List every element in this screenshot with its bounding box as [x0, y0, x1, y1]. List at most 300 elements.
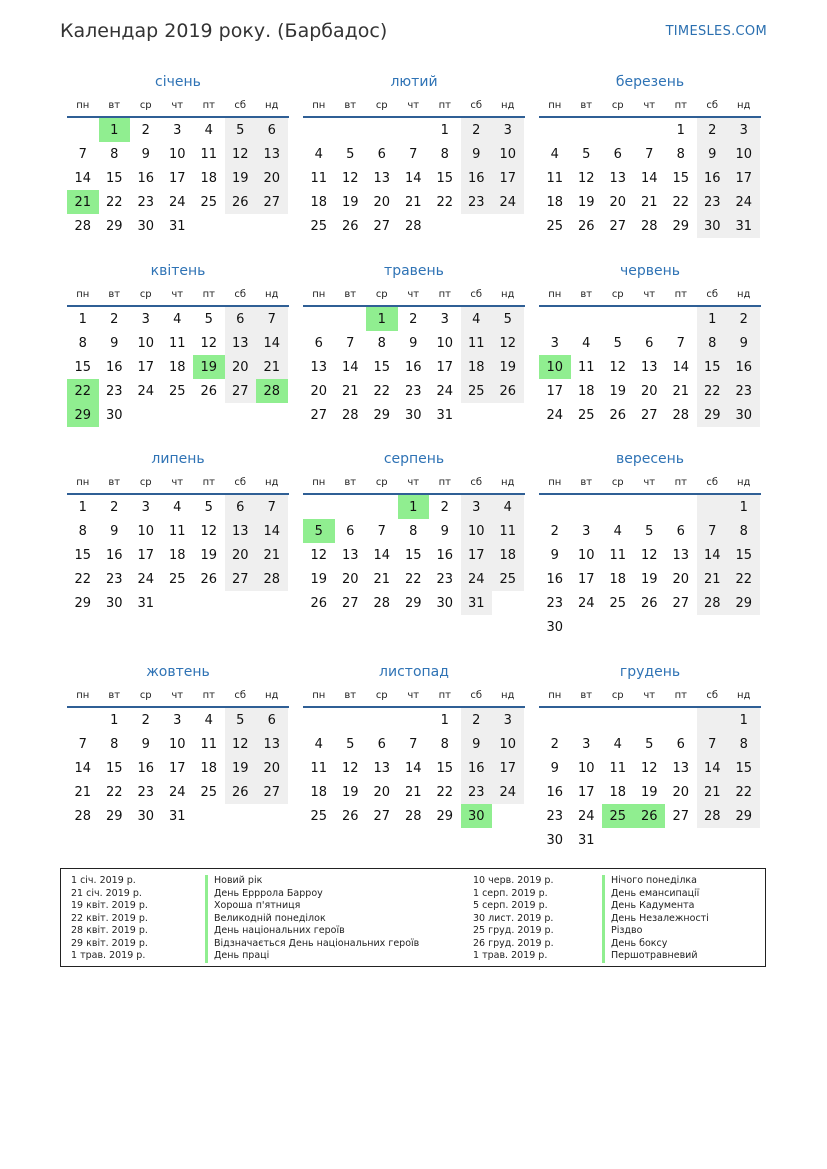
- day-cell: 1: [440, 712, 449, 728]
- day-cell: 21: [672, 383, 690, 399]
- weekday-label: пн: [76, 476, 90, 488]
- day-cell: 17: [577, 571, 595, 587]
- day-cell: 27: [609, 218, 627, 234]
- legend-date: 29 квіт. 2019 р.: [71, 937, 148, 949]
- day-cell: 10: [539, 355, 571, 379]
- empty-cell: [665, 708, 697, 732]
- weekday-label: чт: [643, 689, 656, 701]
- day-cell: 2: [697, 118, 729, 142]
- empty-cell: [67, 708, 99, 732]
- day-cell: 2: [110, 499, 119, 515]
- day-cell: 5: [303, 519, 335, 543]
- day-grid: [67, 118, 289, 238]
- weekday-label: нд: [737, 99, 751, 111]
- day-cell: 18: [577, 383, 595, 399]
- day-cell: 20: [256, 166, 288, 190]
- weekday-label: ср: [139, 288, 152, 300]
- day-cell: 31: [461, 591, 493, 615]
- day-cell: 27: [672, 808, 690, 824]
- day-cell: 11: [200, 736, 218, 752]
- legend-holiday-name: День емансипації: [602, 888, 709, 901]
- day-cell: 8: [440, 736, 449, 752]
- legend-date: 26 груд. 2019 р.: [473, 937, 554, 949]
- weekday-label: чт: [407, 476, 420, 488]
- day-cell: 20: [256, 756, 288, 780]
- weekday-label: пт: [674, 99, 687, 111]
- day-cell: 24: [137, 383, 155, 399]
- day-cell: 24: [461, 567, 493, 591]
- legend-holiday-name: День Кадумента: [602, 900, 709, 913]
- weekday-label: чт: [171, 476, 184, 488]
- day-cell: 13: [609, 170, 627, 186]
- empty-cell: [492, 214, 524, 238]
- day-cell: 17: [577, 784, 595, 800]
- empty-cell: [366, 495, 398, 519]
- day-cell: 25: [168, 571, 186, 587]
- weekday-label: вт: [344, 476, 357, 488]
- month-block: [67, 261, 289, 427]
- day-cell: 7: [377, 523, 386, 539]
- day-cell: 26: [200, 383, 218, 399]
- weekday-label: вт: [344, 288, 357, 300]
- weekday-label: пн: [548, 288, 562, 300]
- day-cell: 30: [436, 595, 454, 611]
- month-block: [539, 72, 761, 238]
- day-cell: 14: [697, 756, 729, 780]
- weekday-label: пн: [76, 99, 90, 111]
- day-cell: 21: [404, 784, 422, 800]
- weekday-label: пт: [674, 476, 687, 488]
- day-cell: 3: [550, 335, 559, 351]
- day-cell: 11: [168, 523, 186, 539]
- day-cell: 3: [440, 311, 449, 327]
- empty-cell: [256, 214, 288, 238]
- day-cell: 1: [697, 307, 729, 331]
- day-cell: 12: [577, 170, 595, 186]
- day-cell: 8: [377, 335, 386, 351]
- empty-cell: [225, 591, 257, 615]
- day-cell: 4: [613, 736, 622, 752]
- day-cell: 2: [550, 523, 559, 539]
- legend-holiday-name: Різдво: [602, 925, 709, 938]
- day-cell: 31: [168, 808, 186, 824]
- day-cell: 28: [256, 567, 288, 591]
- day-cell: 14: [373, 547, 391, 563]
- day-cell: 17: [137, 547, 155, 563]
- day-cell: 2: [728, 307, 760, 331]
- day-cell: 26: [634, 804, 666, 828]
- day-cell: 13: [225, 331, 257, 355]
- empty-cell: [571, 118, 603, 142]
- legend-date: 25 груд. 2019 р.: [473, 925, 554, 936]
- day-cell: 21: [341, 383, 359, 399]
- day-cell: 2: [110, 311, 119, 327]
- legend-date: 30 лист. 2019 р.: [473, 912, 554, 924]
- legend-left-names: [205, 875, 419, 963]
- day-cell: 3: [728, 118, 760, 142]
- legend-date: 22 квіт. 2019 р.: [71, 912, 148, 924]
- day-cell: 25: [461, 379, 493, 403]
- day-cell: 1: [78, 499, 87, 515]
- weekday-label: чт: [643, 99, 656, 111]
- empty-cell: [571, 495, 603, 519]
- day-cell: 21: [67, 190, 99, 214]
- day-cell: 3: [173, 122, 182, 138]
- day-cell: 6: [377, 146, 386, 162]
- legend-holiday-name: День праці: [205, 950, 419, 963]
- day-cell: 5: [225, 118, 257, 142]
- empty-cell: [492, 804, 524, 828]
- day-cell: 16: [137, 760, 155, 776]
- day-cell: 26: [577, 218, 595, 234]
- empty-cell: [398, 118, 430, 142]
- day-cell: 13: [225, 519, 257, 543]
- empty-cell: [602, 118, 634, 142]
- day-cell: 10: [168, 736, 186, 752]
- day-cell: 10: [137, 523, 155, 539]
- day-cell: 4: [314, 736, 323, 752]
- day-cell: 31: [137, 595, 155, 611]
- day-cell: 16: [546, 784, 564, 800]
- day-cell: 16: [137, 170, 155, 186]
- day-cell: 17: [728, 166, 760, 190]
- day-cell: 19: [225, 756, 257, 780]
- weekday-label: нд: [501, 288, 515, 300]
- legend-holiday-name: Відзначається День національних героїв: [205, 938, 419, 951]
- day-cell: 25: [602, 804, 634, 828]
- day-cell: 24: [168, 194, 186, 210]
- day-cell: 7: [645, 146, 654, 162]
- weekday-label: нд: [265, 288, 279, 300]
- day-cell: 26: [640, 595, 658, 611]
- day-cell: 13: [373, 760, 391, 776]
- empty-cell: [665, 495, 697, 519]
- empty-cell: [602, 307, 634, 331]
- weekday-label: нд: [501, 476, 515, 488]
- month-name: вересень: [615, 451, 685, 467]
- day-cell: 1: [366, 307, 398, 331]
- empty-cell: [728, 828, 760, 852]
- weekday-label: ср: [375, 689, 388, 701]
- day-cell: 22: [728, 567, 760, 591]
- weekday-label: пн: [548, 99, 562, 111]
- weekday-label: пн: [312, 689, 326, 701]
- legend-holiday-name: Новий рік: [205, 875, 419, 888]
- day-cell: 27: [256, 780, 288, 804]
- empty-cell: [665, 307, 697, 331]
- month-name: червень: [619, 263, 681, 279]
- day-cell: 25: [310, 808, 328, 824]
- day-cell: 25: [577, 407, 595, 423]
- weekday-header: [67, 471, 289, 495]
- day-cell: 14: [404, 760, 422, 776]
- weekday-header: [539, 684, 761, 708]
- day-cell: 15: [105, 760, 123, 776]
- day-cell: 7: [78, 146, 87, 162]
- empty-cell: [697, 828, 729, 852]
- month-name: травень: [384, 263, 444, 279]
- empty-cell: [335, 118, 367, 142]
- empty-cell: [335, 708, 367, 732]
- day-grid: [539, 495, 761, 639]
- day-cell: 21: [256, 543, 288, 567]
- day-cell: 17: [492, 166, 524, 190]
- holiday-legend: [60, 868, 766, 967]
- day-cell: 22: [74, 571, 92, 587]
- day-grid: [303, 708, 525, 828]
- day-cell: 30: [105, 407, 123, 423]
- day-cell: 22: [373, 383, 391, 399]
- day-cell: 22: [728, 780, 760, 804]
- weekday-label: пт: [202, 689, 215, 701]
- day-cell: 2: [409, 311, 418, 327]
- weekday-label: нд: [501, 689, 515, 701]
- day-cell: 19: [193, 355, 225, 379]
- legend-holiday-name: День національних героїв: [205, 925, 419, 938]
- day-cell: 12: [225, 732, 257, 756]
- day-cell: 29: [404, 595, 422, 611]
- weekday-label: сб: [706, 288, 719, 300]
- day-cell: 8: [110, 146, 119, 162]
- day-cell: 9: [440, 523, 449, 539]
- day-cell: 10: [436, 335, 454, 351]
- day-cell: 21: [697, 780, 729, 804]
- day-cell: 21: [697, 567, 729, 591]
- day-cell: 22: [105, 194, 123, 210]
- day-cell: 9: [141, 146, 150, 162]
- weekday-header: [539, 471, 761, 495]
- weekday-label: нд: [265, 99, 279, 111]
- day-cell: 13: [341, 547, 359, 563]
- day-cell: 5: [613, 335, 622, 351]
- empty-cell: [571, 708, 603, 732]
- day-cell: 14: [697, 543, 729, 567]
- day-cell: 3: [141, 311, 150, 327]
- day-cell: 12: [492, 331, 524, 355]
- weekday-label: пн: [312, 288, 326, 300]
- day-cell: 12: [640, 760, 658, 776]
- empty-cell: [162, 591, 194, 615]
- weekday-label: нд: [501, 99, 515, 111]
- weekday-label: вт: [108, 288, 121, 300]
- day-cell: 19: [341, 194, 359, 210]
- day-cell: 24: [137, 571, 155, 587]
- empty-cell: [634, 495, 666, 519]
- weekday-label: пн: [312, 476, 326, 488]
- day-cell: 21: [373, 571, 391, 587]
- month-block: [67, 449, 289, 615]
- day-cell: 16: [728, 355, 760, 379]
- day-cell: 7: [409, 146, 418, 162]
- empty-cell: [335, 495, 367, 519]
- day-cell: 13: [672, 760, 690, 776]
- empty-cell: [461, 214, 493, 238]
- site-link[interactable]: TIMESLES.COM: [665, 24, 767, 39]
- weekday-label: вт: [108, 99, 121, 111]
- day-cell: 6: [613, 146, 622, 162]
- empty-cell: [602, 495, 634, 519]
- legend-holiday-name: День боксу: [602, 938, 709, 951]
- day-grid: [303, 118, 525, 238]
- empty-cell: [303, 708, 335, 732]
- weekday-label: вт: [108, 476, 121, 488]
- day-cell: 14: [74, 760, 92, 776]
- day-cell: 11: [168, 335, 186, 351]
- day-cell: 22: [67, 379, 99, 403]
- day-cell: 19: [200, 547, 218, 563]
- day-cell: 16: [697, 166, 729, 190]
- day-cell: 15: [373, 359, 391, 375]
- day-cell: 11: [310, 760, 328, 776]
- weekday-label: пт: [438, 689, 451, 701]
- day-cell: 20: [225, 355, 257, 379]
- day-cell: 28: [640, 218, 658, 234]
- day-cell: 4: [204, 712, 213, 728]
- weekday-label: сб: [234, 288, 247, 300]
- day-cell: 6: [676, 736, 685, 752]
- day-cell: 13: [672, 547, 690, 563]
- day-cell: 15: [436, 760, 454, 776]
- weekday-header: [303, 94, 525, 118]
- day-cell: 24: [728, 190, 760, 214]
- day-cell: 4: [314, 146, 323, 162]
- day-cell: 1: [728, 495, 760, 519]
- day-cell: 29: [74, 595, 92, 611]
- day-cell: 1: [398, 495, 430, 519]
- legend-holiday-name: Великодній понеділок: [205, 913, 419, 926]
- day-cell: 28: [697, 591, 729, 615]
- day-cell: 31: [436, 407, 454, 423]
- weekday-header: [539, 283, 761, 307]
- day-cell: 28: [672, 407, 690, 423]
- day-cell: 15: [105, 170, 123, 186]
- legend-holiday-name: Першотравневий: [602, 950, 709, 963]
- day-cell: 30: [728, 403, 760, 427]
- day-cell: 15: [697, 355, 729, 379]
- day-cell: 31: [168, 218, 186, 234]
- day-cell: 21: [74, 784, 92, 800]
- day-cell: 4: [492, 495, 524, 519]
- empty-cell: [429, 214, 461, 238]
- day-cell: 15: [672, 170, 690, 186]
- empty-cell: [193, 214, 225, 238]
- empty-cell: [303, 118, 335, 142]
- day-cell: 15: [436, 170, 454, 186]
- weekday-label: ср: [139, 476, 152, 488]
- day-cell: 20: [609, 194, 627, 210]
- day-cell: 2: [141, 712, 150, 728]
- day-cell: 29: [728, 804, 760, 828]
- day-cell: 25: [200, 784, 218, 800]
- weekday-header: [67, 283, 289, 307]
- day-cell: 23: [461, 190, 493, 214]
- weekday-label: пт: [202, 99, 215, 111]
- day-cell: 18: [168, 359, 186, 375]
- day-cell: 9: [550, 760, 559, 776]
- day-cell: 6: [225, 495, 257, 519]
- day-cell: 21: [256, 355, 288, 379]
- day-cell: 12: [341, 170, 359, 186]
- day-cell: 18: [200, 760, 218, 776]
- day-cell: 26: [341, 218, 359, 234]
- weekday-label: ср: [611, 288, 624, 300]
- day-cell: 29: [67, 403, 99, 427]
- day-cell: 13: [373, 170, 391, 186]
- day-cell: 12: [341, 760, 359, 776]
- day-cell: 6: [256, 708, 288, 732]
- day-cell: 20: [373, 194, 391, 210]
- day-cell: 6: [256, 118, 288, 142]
- day-cell: 9: [550, 547, 559, 563]
- empty-cell: [225, 214, 257, 238]
- day-cell: 8: [110, 736, 119, 752]
- weekday-label: вт: [580, 689, 593, 701]
- day-cell: 11: [609, 547, 627, 563]
- weekday-label: пн: [76, 689, 90, 701]
- day-cell: 4: [173, 499, 182, 515]
- day-cell: 18: [461, 355, 493, 379]
- day-cell: 1: [99, 118, 131, 142]
- month-block: [303, 449, 525, 615]
- day-cell: 16: [461, 756, 493, 780]
- day-cell: 28: [341, 407, 359, 423]
- day-cell: 19: [640, 571, 658, 587]
- day-cell: 20: [373, 784, 391, 800]
- empty-cell: [130, 403, 162, 427]
- month-name: листопад: [379, 664, 449, 680]
- day-cell: 27: [225, 379, 257, 403]
- day-cell: 30: [105, 595, 123, 611]
- weekday-label: чт: [643, 288, 656, 300]
- day-cell: 11: [200, 146, 218, 162]
- day-cell: 8: [728, 519, 760, 543]
- day-cell: 30: [137, 808, 155, 824]
- weekday-label: сб: [234, 476, 247, 488]
- day-cell: 27: [225, 567, 257, 591]
- day-cell: 3: [141, 499, 150, 515]
- day-cell: 12: [640, 547, 658, 563]
- day-cell: 27: [640, 407, 658, 423]
- month-name: липень: [151, 451, 205, 467]
- day-cell: 8: [78, 335, 87, 351]
- day-cell: 6: [377, 736, 386, 752]
- day-cell: 14: [256, 331, 288, 355]
- day-cell: 6: [314, 335, 323, 351]
- day-cell: 4: [204, 122, 213, 138]
- month-name: березень: [615, 74, 685, 90]
- day-cell: 19: [492, 355, 524, 379]
- month-block: [539, 261, 761, 427]
- day-cell: 24: [168, 784, 186, 800]
- weekday-label: сб: [706, 689, 719, 701]
- day-cell: 19: [341, 784, 359, 800]
- day-cell: 26: [310, 595, 328, 611]
- day-cell: 16: [546, 571, 564, 587]
- day-cell: 1: [110, 712, 119, 728]
- day-cell: 22: [697, 379, 729, 403]
- weekday-header: [539, 94, 761, 118]
- day-cell: 15: [728, 756, 760, 780]
- empty-cell: [162, 403, 194, 427]
- weekday-label: чт: [171, 689, 184, 701]
- day-cell: 26: [225, 780, 257, 804]
- day-cell: 14: [341, 359, 359, 375]
- day-cell: 4: [613, 523, 622, 539]
- day-cell: 16: [436, 547, 454, 563]
- day-cell: 9: [110, 523, 119, 539]
- day-cell: 7: [676, 335, 685, 351]
- empty-cell: [303, 495, 335, 519]
